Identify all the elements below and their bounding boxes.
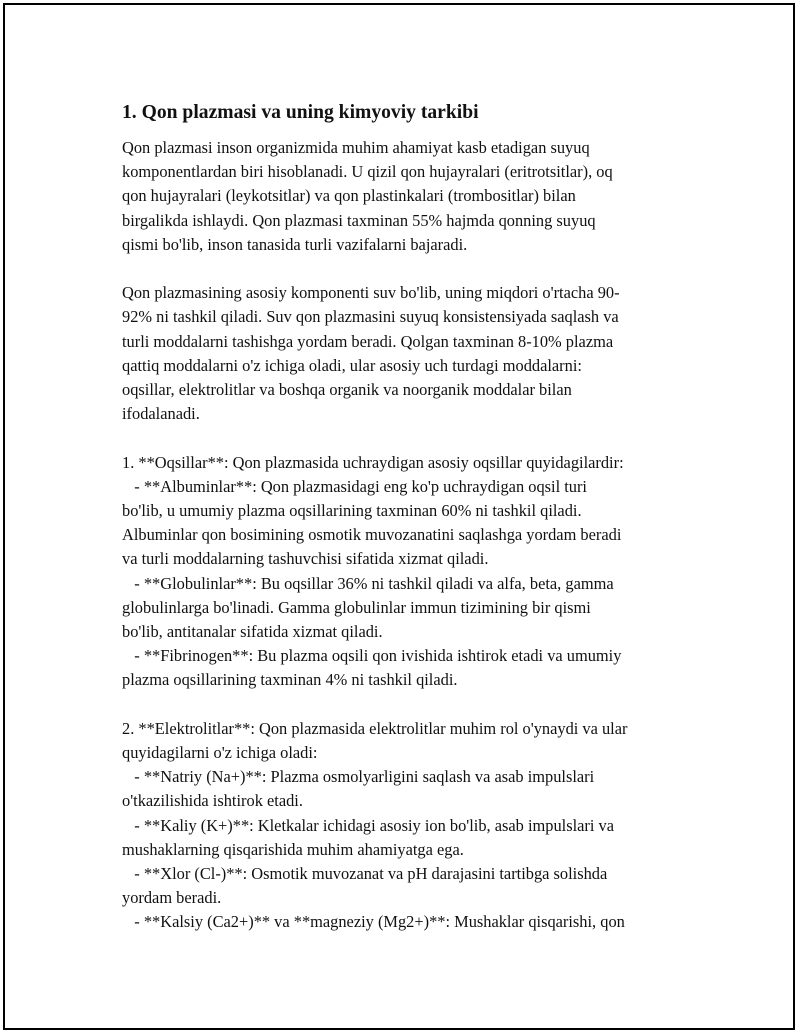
text-line: - **Xlor (Cl-)**: Osmotik muvozanat va pH darajasini tartibga solishda (122, 864, 608, 884)
text-line: mushaklarning qisqarishida muhim ahamiyatga ega. (122, 839, 464, 859)
paragraph-composition (122, 281, 697, 426)
text-line: qismi bo'lib, inson tanasida turli vazifalarni bajaradi. (122, 234, 468, 254)
paragraph-spacer (122, 257, 697, 281)
text-line: - **Albuminlar**: Qon plazmasidagi eng ko'p uchraydigan oqsil turi (122, 476, 587, 496)
text-line: qon hujayralari (leykotsitlar) va qon plastinkalari (trombositlar) bilan (122, 186, 576, 206)
text-line: Albuminlar qon bosimining osmotik muvozanatini saqlashga yordam beradi (122, 525, 622, 545)
text-line: bo'lib, antitanalar sifatida xizmat qiladi. (122, 622, 383, 642)
text-line: globulinlarga bo'linadi. Gamma globulinlar immun tizimining bir qismi (122, 597, 591, 617)
page-frame (3, 3, 795, 1030)
text-line: va turli moddalarning tashuvchisi sifatida xizmat qiladi. (122, 549, 489, 569)
text-line: bo'lib, u umumiy plazma oqsillarining taxminan 60% ni tashkil qiladi. (122, 501, 582, 521)
text-line: ifodalanadi. (122, 404, 200, 424)
paragraph-intro (122, 136, 697, 257)
text-line: turli moddalarni tashishga yordam beradi. Qolgan taxminan 8-10% plazma (122, 331, 614, 351)
paragraph-spacer (122, 693, 697, 717)
text-line: o'tkazilishida ishtirok etadi. (122, 791, 303, 811)
text-line: komponentlardan biri hisoblanadi. U qizil qon hujayralari (eritrotsitlar), oq (122, 162, 613, 182)
paragraph-spacer (122, 426, 697, 450)
text-line: - **Globulinlar**: Bu oqsillar 36% ni tashkil qiladi va alfa, beta, gamma (122, 573, 614, 593)
text-line: - **Natriy (Na+)**: Plazma osmolyarligini saqlash va asab impulslari (122, 767, 595, 787)
text-line: qattiq moddalarni o'z ichiga oladi, ular asosiy uch turdagi moddalarni: (122, 355, 582, 375)
text-line: Qon plazmasining asosiy komponenti suv bo'lib, uning miqdori o'rtacha 90- (122, 283, 620, 303)
text-line: - **Kalsiy (Ca2+)** va **magneziy (Mg2+)**: Mushaklar qisqarishi, qon (122, 912, 625, 932)
text-line: oqsillar, elektrolitlar va boshqa organik va noorganik moddalar bilan (122, 380, 572, 400)
text-line: 92% ni tashkil qiladi. Suv qon plazmasini suyuq konsistensiyada saqlash va (122, 307, 619, 327)
text-line: 2. **Elektrolitlar**: Qon plazmasida elektrolitlar muhim rol o'ynaydi va ular (122, 718, 628, 738)
paragraph-proteins (122, 451, 697, 693)
text-line: - **Kaliy (K+)**: Kletkalar ichidagi asosiy ion bo'lib, asab impulslari va (122, 815, 614, 835)
text-line: quyidagilarni o'z ichiga oladi: (122, 743, 318, 763)
text-line: yordam beradi. (122, 888, 222, 908)
text-line: plazma oqsillarining taxminan 4% ni tashkil qiladi. (122, 670, 458, 690)
text-line: 1. **Oqsillar**: Qon plazmasida uchraydigan asosiy oqsillar quyidagilardir: (122, 452, 624, 472)
text-line: Qon plazmasi inson organizmida muhim ahamiyat kasb etadigan suyuq (122, 138, 590, 157)
section-heading: 1. Qon plazmasi va uning kimyoviy tarkibi (122, 102, 479, 123)
paragraph-electrolytes (122, 717, 697, 935)
text-line: - **Fibrinogen**: Bu plazma oqsili qon ivishida ishtirok etadi va umumiy (122, 646, 622, 666)
text-line: birgalikda ishlaydi. Qon plazmasi taxminan 55% hajmda qonning suyuq (122, 210, 596, 230)
document-body (122, 100, 697, 935)
